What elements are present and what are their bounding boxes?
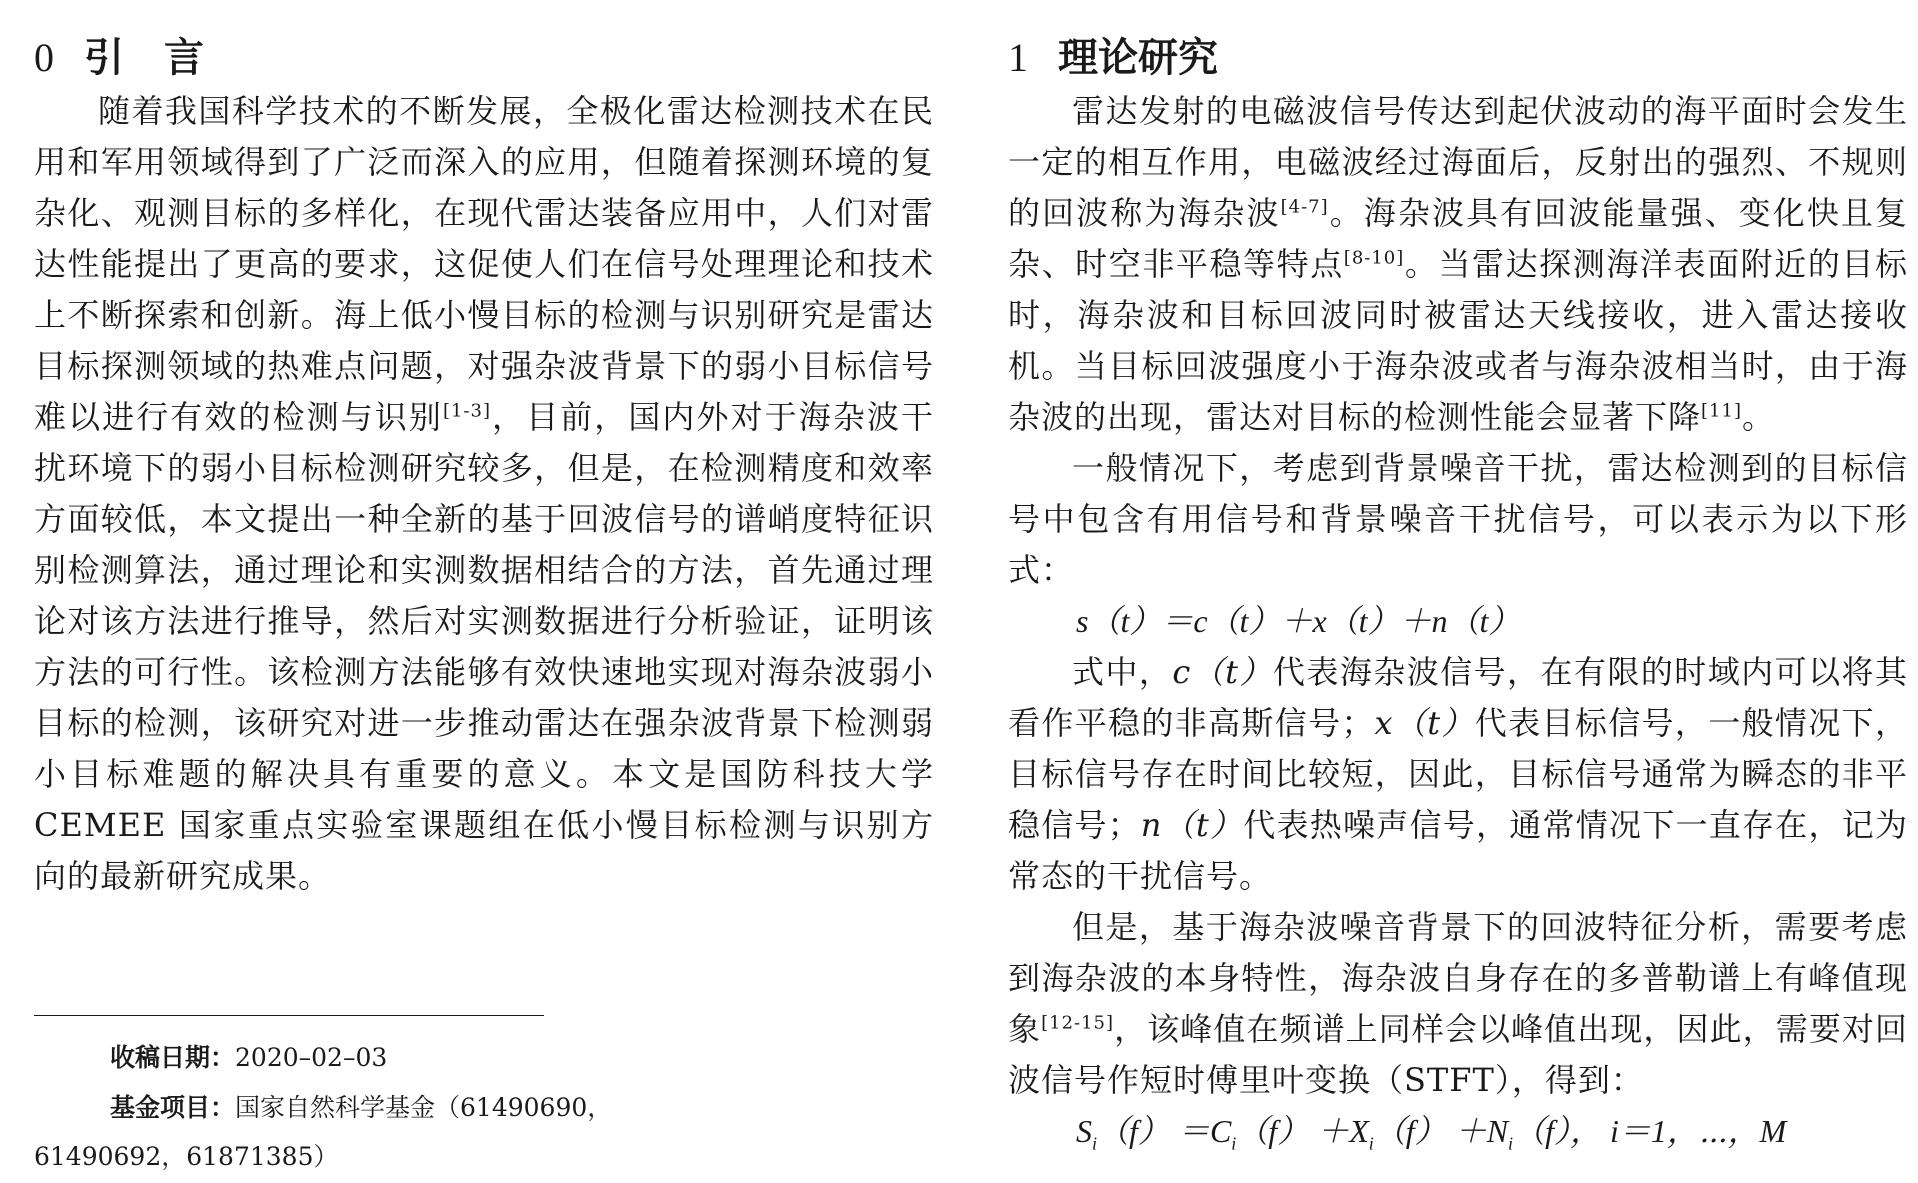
paragraph-text: 但是，基于海杂波噪音背景下的回波特征分析，需要考虑到海杂波的本身特性，海杂波自身存在的多普勒谱上有峰值现象 xyxy=(1008,908,1908,1048)
paragraph-text: ，目前，国内外对于海杂波干扰环境下的弱小目标检测研究较多，但是，在检测精度和效率方面较低，本文提出一种全新的基于回波信号的谱峭度特征识别检测算法，通过理论和实测数据相结合的方法，首先通过理论对该方法进行推导，然后对实测数据进行分析验证，证明该方法的可行性。该检测方法能够有效快速地实现对海杂波弱小目标的检测，该研究对进一步推动雷达在强杂波背景下检测弱小目标难题的解决具有重要的意义。本文是国防科技大学 CEMEE 国家重点实验室课题组在低小慢目标检测与识别方向的最新研究成果。 xyxy=(34,398,934,895)
paragraph-text: 随着我国科学技术的不断发展，全极化雷达检测技术在民用和军用领域得到了广泛而深入的应用，但随着探测环境的复杂化、观测目标的多样化，在现代雷达装备应用中，人们对雷达性能提出了更高的要求，这促使人们在信号处理理论和技术上不断探索和创新。海上低小慢目标的检测与识别研究是雷达目标探测领域的热难点问题，对强杂波背景下的弱小目标信号难以进行有效的检测与识别 xyxy=(34,92,934,436)
footnote-received-date xyxy=(34,1042,934,1074)
right-column xyxy=(1008,30,1908,1157)
citation: [4-7] xyxy=(1280,196,1329,218)
paragraph-text: 代表海杂波信号，在有限的时域内可以将其看作平稳的非高斯信号； xyxy=(1008,653,1908,742)
variable: x（t） xyxy=(1374,704,1475,742)
paragraph-text: 雷达发射的电磁波信号传达到起伏波动的海平面时会发生一定的相互作用，电磁波经过海面后，反射出的强烈、不规则的回波称为海杂波 xyxy=(1008,92,1908,232)
left-column xyxy=(34,30,934,902)
citation: [12-15] xyxy=(1041,1012,1115,1034)
paragraph-text: 式中， xyxy=(1072,653,1173,691)
footnote-label: 基金项目： xyxy=(110,1093,236,1122)
theory-paragraph-3 xyxy=(1008,647,1908,902)
footnote-value: 国家自然科学基金（61490690， xyxy=(235,1093,613,1122)
footnote-label: 收稿日期： xyxy=(110,1043,236,1072)
paragraph-text: 。海杂波具有回波能量强、变化快且复杂、时空非平稳等特点 xyxy=(1008,194,1908,283)
paragraph-text: 。当雷达探测海洋表面附近的目标时，海杂波和目标回波同时被雷达天线接收，进入雷达接收机。当目标回波强度小于海杂波或者与海杂波相当时，由于海杂波的出现，雷达对目标的检测性能会显著下降 xyxy=(1008,245,1908,436)
footnote-fund-continued xyxy=(34,1141,934,1173)
paragraph-text: ，该峰值在频谱上同样会以峰值出现，因此，需要对回波信号作短时傅里叶变换（STFT），得到： xyxy=(1008,1010,1908,1099)
section-heading-theory xyxy=(1008,30,1908,86)
citation: [11] xyxy=(1701,400,1742,422)
section-heading-introduction xyxy=(34,30,934,86)
footnote-value: 2020–02–03 xyxy=(235,1043,388,1072)
section-number: 0 xyxy=(34,35,54,80)
section-title: 理论研究 xyxy=(1058,35,1218,81)
theory-paragraph-4 xyxy=(1008,902,1908,1106)
citation: [1-3] xyxy=(442,400,491,422)
section-title: 引言 xyxy=(84,35,244,81)
paragraph-text: 代表热噪声信号，通常情况下一直存在，记为常态的干扰信号。 xyxy=(1008,806,1908,895)
paragraph-text: 。 xyxy=(1741,398,1775,436)
footnote-divider xyxy=(34,1015,544,1016)
citation: [8-10] xyxy=(1343,247,1405,269)
variable: n（t） xyxy=(1140,806,1244,844)
intro-paragraph xyxy=(34,86,934,902)
equation-stft: $S_i(f) =C_i(f) +X_i(f) +N_i(f)$， i＝1，⋯，M xyxy=(1076,1113,1787,1154)
theory-paragraph-1 xyxy=(1008,86,1908,443)
section-number: 1 xyxy=(1008,35,1028,80)
footnote-value: 61490692，61871385） xyxy=(34,1142,339,1171)
equation-signal-model: s（t）＝c（t）＋x（t）＋n（t） xyxy=(1076,603,1521,639)
footnote-fund xyxy=(34,1092,934,1124)
theory-paragraph-2: 一般情况下，考虑到背景噪音干扰，雷达检测到的目标信号中包含有用信号和背景噪音干扰信号，可以表示为以下形式： xyxy=(1008,449,1908,589)
paragraph-text: 代表目标信号，一般情况下，目标信号存在时间比较短，因此，目标信号通常为瞬态的非平稳信号； xyxy=(1008,704,1908,844)
variable: c（t） xyxy=(1172,653,1273,691)
